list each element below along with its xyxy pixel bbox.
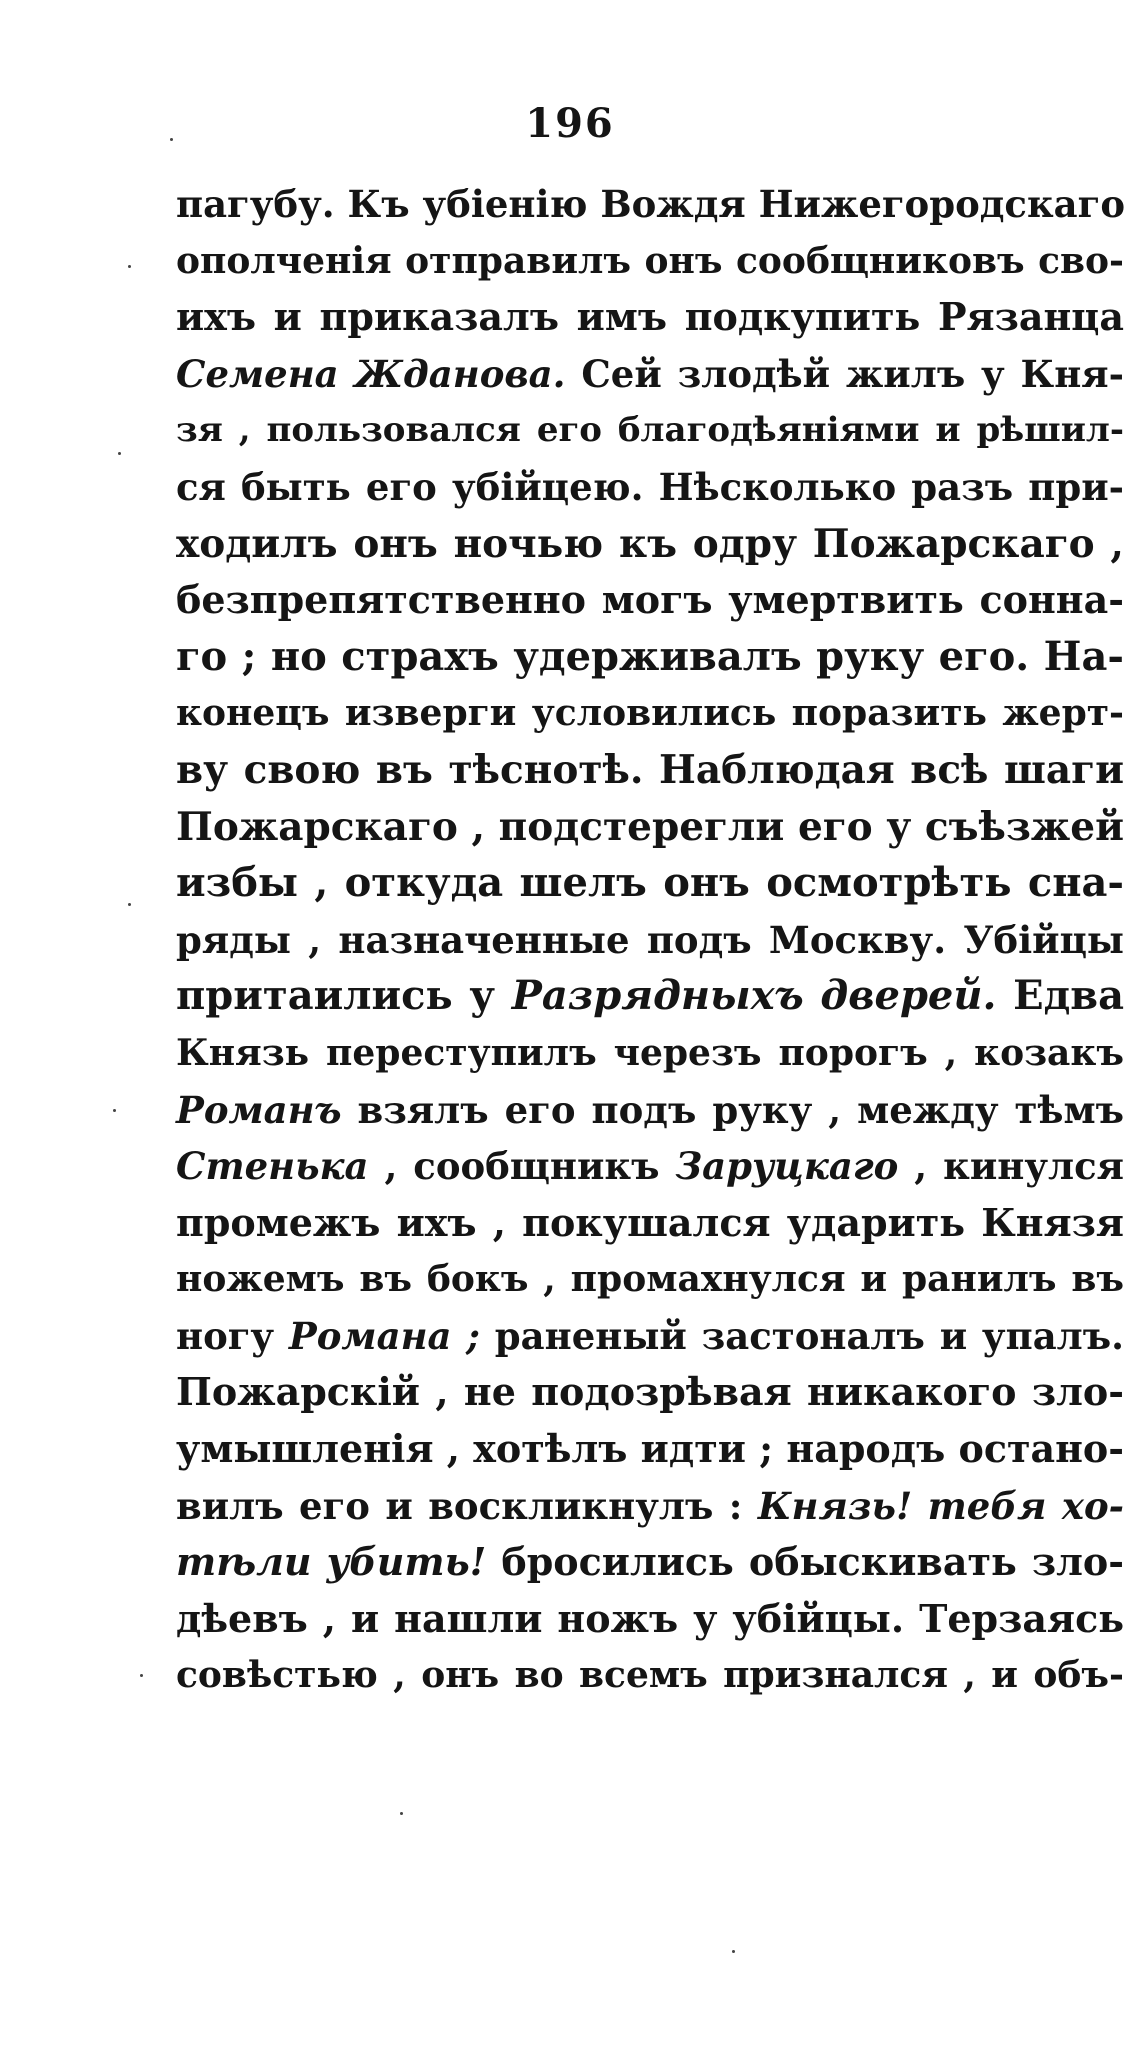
- text-line: [176, 1478, 1124, 1535]
- text-line: [176, 1534, 1124, 1591]
- text-segment: , сообщникъ: [368, 1144, 676, 1189]
- text-segment: Князь переступилъ черезъ порогъ , козакъ: [176, 1031, 1124, 1074]
- text-line: [176, 912, 1124, 969]
- text-segment: зя , пользовался его благодѣяніями и рѣшил-: [176, 410, 1124, 451]
- text-segment: ихъ и приказалъ имъ подкупить Рязанца: [176, 294, 1124, 340]
- text-segment: Сей злодѣй жилъ у Кня-: [565, 351, 1124, 396]
- text-segment: раненый застоналъ и упалъ.: [479, 1313, 1125, 1358]
- scan-speck: [128, 265, 131, 268]
- text-line: [176, 1138, 1124, 1195]
- text-segment: совѣстью , онъ во всемъ признался , и объ-: [176, 1654, 1124, 1697]
- text-line: [176, 1591, 1124, 1648]
- text-segment: ряды , назначенные подъ Москву. Убійцы: [176, 917, 1124, 962]
- text-line: [176, 855, 1124, 912]
- text-line: [176, 346, 1124, 403]
- text-line: [176, 402, 1124, 459]
- italic-text-segment: Стенька: [176, 1144, 369, 1189]
- italic-text-segment: Романа ;: [288, 1313, 480, 1358]
- text-segment: дѣевъ , и нашли ножъ у убійцы. Терзаясь: [176, 1595, 1124, 1641]
- text-line: [176, 1421, 1124, 1478]
- text-segment: , кинулся: [898, 1144, 1124, 1189]
- scan-speck: [128, 903, 131, 906]
- text-line: [176, 742, 1124, 799]
- text-segment: бросились обыскивать зло-: [486, 1539, 1124, 1585]
- text-segment: ву свою въ тѣснотѣ. Наблюдая всѣ шаги: [176, 746, 1124, 793]
- italic-text-segment: тѣли убить!: [176, 1539, 487, 1585]
- italic-text-segment: Семена Жданова.: [176, 351, 566, 396]
- text-segment: ножемъ въ бокъ , промахнулся и ранилъ въ: [176, 1258, 1124, 1301]
- scan-speck: [400, 1812, 403, 1815]
- text-segment: Пожарскаго , подстерегли его у съѣзжей: [176, 803, 1124, 850]
- text-line: [176, 1251, 1124, 1308]
- text-segment: притаились у: [176, 972, 512, 1020]
- text-segment: промежъ ихъ , покушался ударить Князя: [176, 1199, 1124, 1245]
- text-line: [176, 572, 1124, 629]
- text-segment: ополченія отправилъ онъ сообщниковъ сво-: [176, 239, 1124, 282]
- text-segment: ходилъ онъ ночью къ одру Пожарскаго ,: [176, 520, 1124, 567]
- text-segment: вилъ его и воскликнулъ :: [176, 1483, 758, 1528]
- text-segment: го ; но страхъ удерживалъ руку его. На-: [176, 632, 1124, 680]
- text-line: [176, 799, 1124, 856]
- text-line: [176, 1195, 1124, 1252]
- scan-speck: [170, 138, 173, 141]
- text-line: [176, 233, 1124, 290]
- page-number: 196: [525, 100, 615, 147]
- body-text: [176, 176, 1124, 1704]
- text-line: [176, 1364, 1124, 1421]
- text-segment: взялъ его подъ руку , между тѣмъ: [341, 1087, 1124, 1132]
- text-segment: конецъ изверги условились поразить жерт-: [176, 692, 1124, 735]
- text-segment: ногу: [176, 1313, 289, 1358]
- text-segment: безпрепятственно могъ умертвить сонна-: [176, 577, 1124, 623]
- scan-speck: [140, 1674, 143, 1677]
- text-line: [176, 685, 1124, 742]
- text-line: [176, 1025, 1124, 1082]
- text-segment: Едва: [996, 972, 1124, 1020]
- text-segment: ся быть его убійцею. Нѣсколько разъ при-: [176, 464, 1124, 509]
- text-line: [176, 516, 1124, 573]
- scan-speck: [118, 452, 121, 455]
- text-line: [176, 289, 1124, 346]
- text-line: [176, 459, 1124, 516]
- italic-text-segment: Заруцкаго: [675, 1144, 899, 1189]
- text-line: [176, 1082, 1124, 1139]
- text-line: [176, 176, 1124, 233]
- text-line: [176, 629, 1124, 686]
- text-segment: избы , откуда шелъ онъ осмотрѣть сна-: [176, 859, 1124, 907]
- text-segment: умышленія , хотѣлъ идти ; народъ остано-: [176, 1426, 1125, 1472]
- text-segment: пагубу. Къ убіенію Вождя Нижегородскаго: [176, 182, 1126, 226]
- text-line: [176, 968, 1124, 1025]
- italic-text-segment: Разрядныхъ дверей.: [511, 972, 997, 1020]
- text-segment: Пожарскій , не подозрѣвая никакого зло-: [176, 1369, 1124, 1415]
- scan-speck: [113, 1109, 116, 1112]
- text-line: [176, 1647, 1124, 1704]
- italic-text-segment: Князь! тебя хо-: [757, 1483, 1124, 1528]
- text-line: [176, 1308, 1124, 1365]
- scan-speck: [732, 1950, 735, 1953]
- italic-text-segment: Романъ: [176, 1087, 342, 1132]
